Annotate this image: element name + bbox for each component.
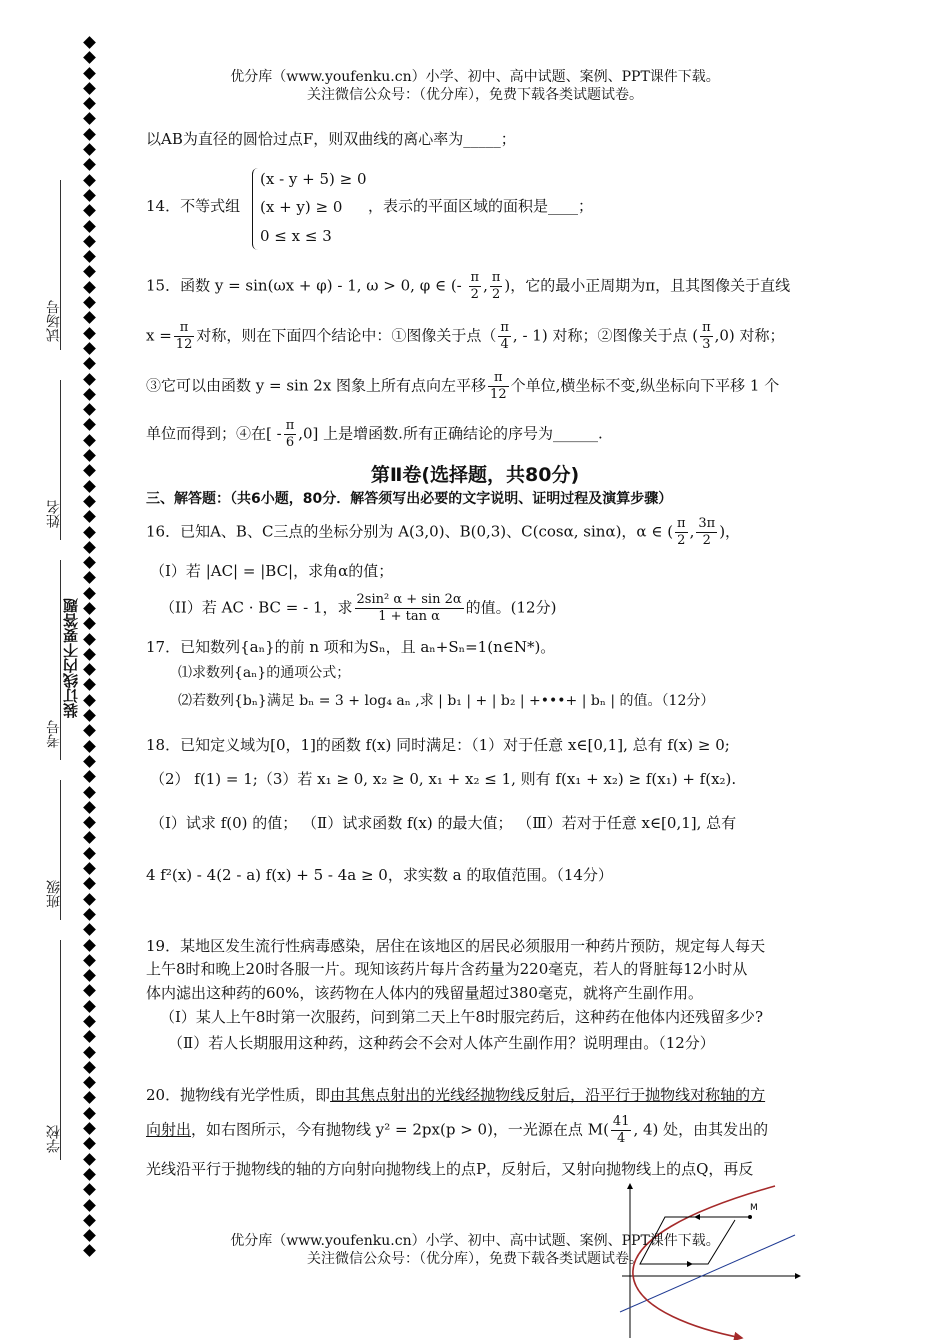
q14-cond-2: (x + y) ≥ 0	[260, 198, 343, 216]
binding-diamond	[83, 1183, 96, 1196]
q15-l2a: x =	[146, 326, 172, 345]
binding-diamond	[83, 572, 96, 585]
binding-diamond	[83, 786, 96, 799]
q18-line3: （Ⅰ）试求 f(0) 的值； （Ⅱ）试求函数 f(x) 的最大值； （Ⅲ）若对于任意 x∈[0,1], 总有	[150, 814, 737, 832]
q19-line2: 上午8时和晚上20时各服一片。现知该药片每片含药量为220毫克，若人的肾脏每12小时从	[146, 960, 748, 978]
binding-diamond	[83, 159, 96, 172]
q15-l2d: ,0) 对称；	[714, 326, 785, 345]
binding-diamond	[83, 388, 96, 401]
binding-diamond	[83, 587, 96, 600]
binding-diamond	[83, 1076, 96, 1089]
binding-diamond	[83, 174, 96, 187]
binding-diamond	[83, 617, 96, 630]
q15-frac-pi6: $\frac{\pi}{6}$	[285, 418, 295, 450]
page-header-line2: 关注微信公众号：（优分库），免费下载各类试题试卷。	[307, 87, 643, 103]
binding-diamond	[83, 1107, 96, 1120]
q20-l2b: ，如右图所示，今有抛物线 y² = 2px(p > 0)，一光源在点 M(	[191, 1120, 609, 1139]
binding-diamond	[83, 281, 96, 294]
q14-brace	[252, 168, 259, 250]
q18-line1: 18．已知定义域为[0，1]的函数 f(x) 同时满足：（1）对于任意 x∈[0,1], 总有 f(x) ≥ 0;	[146, 736, 730, 754]
binding-diamond	[83, 342, 96, 355]
binding-diamond-column	[82, 38, 98, 1262]
q15-line3	[146, 370, 779, 403]
binding-diamond	[83, 939, 96, 952]
binding-diamond	[83, 1153, 96, 1166]
binding-diamond	[83, 1199, 96, 1212]
binding-diamond	[83, 1214, 96, 1227]
binding-diamond	[83, 419, 96, 432]
binding-diamond	[83, 403, 96, 416]
q15-l2c: , - 1) 对称；②图像关于点 (	[512, 326, 699, 345]
q16-l1a: 16．已知A、B、C三点的坐标分别为 A(3,0)、B(0,3)、C(cosα, sinα)，α ∈ (	[146, 522, 674, 541]
q15-line2	[146, 320, 785, 353]
binding-diamond	[83, 1138, 96, 1151]
binding-diamond	[83, 556, 96, 569]
q18-line2: （2） f(1) = 1;（3）若 x₁ ≥ 0, x₂ ≥ 0, x₁ + x₂ ≤ 1, 则有 f(x₁ + x₂) ≥ f(x₁) + f(x₂).	[150, 770, 737, 788]
binding-diamond	[83, 801, 96, 814]
q18-line4: 4 f²(x) - 4(2 - a) f(x) + 5 - 4a ≥ 0，求实数 a 的取值范围。（14分）	[146, 866, 613, 884]
q16-line1: 16．已知A、B、C三点的坐标分别为 A(3,0)、B(0,3)、C(cosα, sinα)，α ∈ ( $\frac{\pi}{2}$ , $\frac{3\pi}{2}$ )，	[146, 516, 741, 548]
q15-frac-pi12: $\frac{\pi}{12}$	[175, 320, 193, 352]
binding-diamond	[83, 954, 96, 967]
binding-diamond	[83, 770, 96, 783]
q19-line4: （Ⅰ）某人上午8时第一次服药，问到第二天上午8时服完药后，这种药在他体内还残留多少?	[160, 1008, 764, 1026]
binding-diamond	[83, 847, 96, 860]
page-footer-line2: 关注微信公众号：（优分库），免费下载各类试题试卷。	[307, 1251, 643, 1267]
q14-suffix: ，表示的平面区域的面积是____；	[368, 197, 594, 215]
binding-warning: 装订线内不要答题	[62, 598, 80, 718]
q15-l3a: ③它可以由函数 y = sin 2x 图象上所有点向左平移	[146, 376, 487, 395]
q16-frac-3pi2: $\frac{3\pi}{2}$	[698, 516, 716, 548]
binding-diamond	[83, 1092, 96, 1105]
q14-cond-3: 0 ≤ x ≤ 3	[260, 227, 332, 245]
binding-diamond	[83, 128, 96, 141]
q20-l1b: 由其焦点射出的光线经抛物线反射后，沿平行于抛物线对称轴的方	[330, 1086, 766, 1104]
binding-diamond	[83, 266, 96, 279]
binding-diamond	[83, 1015, 96, 1028]
binding-diamond	[83, 541, 96, 554]
binding-diamond	[83, 51, 96, 64]
binding-diamond	[83, 327, 96, 340]
q16-line3	[160, 592, 556, 625]
page-header-line1: 优分库（www.youfenku.cn）小学、初中、高中试题、案例、PPT课件下载。	[230, 69, 720, 85]
binding-diamond	[83, 113, 96, 126]
binding-diamond	[83, 1000, 96, 1013]
binding-diamond	[83, 311, 96, 324]
binding-diamond	[83, 832, 96, 845]
binding-diamond	[83, 526, 96, 539]
q15-line1: 15．函数 y = sin(ωx + φ) - 1, ω > 0, φ ∈ (- $\frac{\pi}{2}$ , $\frac{\pi}{2}$ )，它的最小正周期为π，且其图像关于直线	[146, 270, 791, 302]
q15-frac-pi3: $\frac{\pi}{3}$	[702, 320, 711, 352]
binding-diamond	[83, 510, 96, 523]
q15-frac-pi2-b: $\frac{\pi}{2}$	[491, 270, 501, 302]
binding-diamond	[83, 663, 96, 676]
binding-diamond	[83, 969, 96, 982]
binding-diamond	[83, 724, 96, 737]
binding-diamond	[83, 235, 96, 248]
binding-diamond	[83, 357, 96, 370]
binding-diamond	[83, 220, 96, 233]
binding-diamond	[83, 908, 96, 921]
q19-line1: 19．某地区发生流行性病毒感染，居住在该地区的居民必须服用一种药片预防，规定每人每天	[146, 937, 766, 955]
binding-diamond	[83, 36, 96, 49]
binding-diamond	[83, 296, 96, 309]
page-footer-line1: 优分库（www.youfenku.cn）小学、初中、高中试题、案例、PPT课件下载。	[230, 1233, 720, 1249]
q20-l1a: 20．抛物线有光学性质，即	[146, 1086, 331, 1104]
label-name: 姓名	[46, 500, 62, 528]
q20-frac-41-4: $\frac{41}{4}$	[612, 1114, 630, 1146]
binding-diamond	[83, 373, 96, 386]
binding-diamond	[83, 1168, 96, 1181]
q16-frac-pi2: $\frac{\pi}{2}$	[677, 516, 686, 548]
q16-line2: （I）若 |AC| = |BC|，求角α的值；	[150, 562, 394, 580]
binding-diamond	[83, 204, 96, 217]
binding-diamond	[83, 143, 96, 156]
binding-diamond	[83, 985, 96, 998]
q14-cond-1: (x - y + 5) ≥ 0	[260, 170, 367, 188]
binding-diamond	[83, 1122, 96, 1135]
q15-frac-pi2-a: $\frac{\pi}{2}$	[470, 270, 480, 302]
binding-diamond	[83, 250, 96, 263]
q15-l3b: 个单位,横坐标不变,纵坐标向下平移 1 个	[510, 376, 780, 395]
q17-line3: ⑵若数列{bₙ}满足 bₙ = 3 + log₄ aₙ ,求 | b₁ | + | b₂ | +•••+ | bₙ | 的值。（12分）	[178, 693, 715, 709]
binding-diamond	[83, 189, 96, 202]
binding-diamond	[83, 709, 96, 722]
binding-diamond	[83, 434, 96, 447]
label-exam-no: 考号	[46, 720, 62, 748]
q13-tail: 以AB为直径的圆恰过点F，则双曲线的离心率为_____；	[146, 130, 516, 148]
binding-diamond	[83, 648, 96, 661]
q20-line3: 光线沿平行于抛物线的轴的方向射向抛物线上的点P，反射后，又射向抛物线上的点Q，再反	[146, 1160, 754, 1178]
binding-diamond	[83, 862, 96, 875]
binding-diamond	[83, 694, 96, 707]
q20-line1	[146, 1084, 765, 1105]
q19-line3: 体内滤出这种药的60%，该药物在人体内的残留量超过380毫克，就将产生副作用。	[146, 984, 703, 1002]
q20-line2	[146, 1114, 768, 1147]
q15-l1a: 15．函数 y = sin(ωx + φ) - 1, ω > 0, φ ∈ (-	[146, 276, 462, 295]
binding-diamond	[83, 495, 96, 508]
part2-instructions: 三、解答题：（共6小题，80分．解答须写出必要的文字说明、证明过程及演算步骤）	[146, 491, 673, 507]
binding-diamond	[83, 893, 96, 906]
label-class: 班级	[46, 880, 62, 908]
q15-l1b: )，它的最小正周期为π，且其图像关于直线	[504, 276, 791, 295]
q16-l3a: （II）若 AC · BC = - 1，求	[160, 598, 353, 617]
q15-line4	[146, 418, 603, 451]
q19-line5: （Ⅱ）若人长期服用这种药，这种药会不会对人体产生副作用？说明理由。（12分）	[168, 1034, 715, 1052]
q20-l2a: 向射出	[146, 1120, 192, 1139]
binding-diamond	[83, 602, 96, 615]
binding-diamond	[83, 816, 96, 829]
q20-l2c: , 4) 处，由其发出的	[633, 1120, 769, 1139]
label-school: 学校	[46, 1125, 62, 1153]
binding-diamond	[83, 1046, 96, 1059]
binding-diamond	[83, 877, 96, 890]
binding-diamond	[83, 1030, 96, 1043]
q15-l2b: 对称，则在下面四个结论中：①图像关于点（	[196, 326, 497, 345]
q17-line1: 17．已知数列{aₙ}的前 n 项和为Sₙ，且 aₙ+Sₙ=1(n∈N*)。	[146, 638, 556, 656]
q16-frac-expr: $\frac{\text{2sin² α + sin 2α}}{\text{1 + tan α}}$	[356, 592, 462, 624]
part2-title: 第Ⅱ卷(选择题，共80分)	[370, 464, 580, 486]
fig-point-m	[748, 1215, 752, 1219]
q15-l4b: ,0] 上是增函数.所有正确结论的序号为______.	[298, 424, 603, 443]
q15-frac-pi12-b: $\frac{\pi}{12}$	[490, 370, 507, 402]
label-exam-room: 试场号	[46, 300, 62, 342]
binding-diamond	[83, 755, 96, 768]
binding-diamond	[83, 923, 96, 936]
q16-l3b: 的值。(12分)	[465, 598, 557, 617]
binding-diamond	[83, 1061, 96, 1074]
q14-prefix: 14．不等式组	[146, 197, 241, 215]
q15-l4a: 单位而得到；④在[ -	[146, 424, 282, 443]
binding-diamond	[83, 633, 96, 646]
fig-label-m: M	[750, 1203, 758, 1213]
q17-line2: ⑴求数列{aₙ}的通项公式；	[178, 665, 351, 681]
binding-diamond	[83, 740, 96, 753]
q15-frac-pi4: $\frac{\pi}{4}$	[500, 320, 509, 352]
q16-l1b: )，	[719, 522, 741, 541]
binding-diamond	[83, 679, 96, 692]
